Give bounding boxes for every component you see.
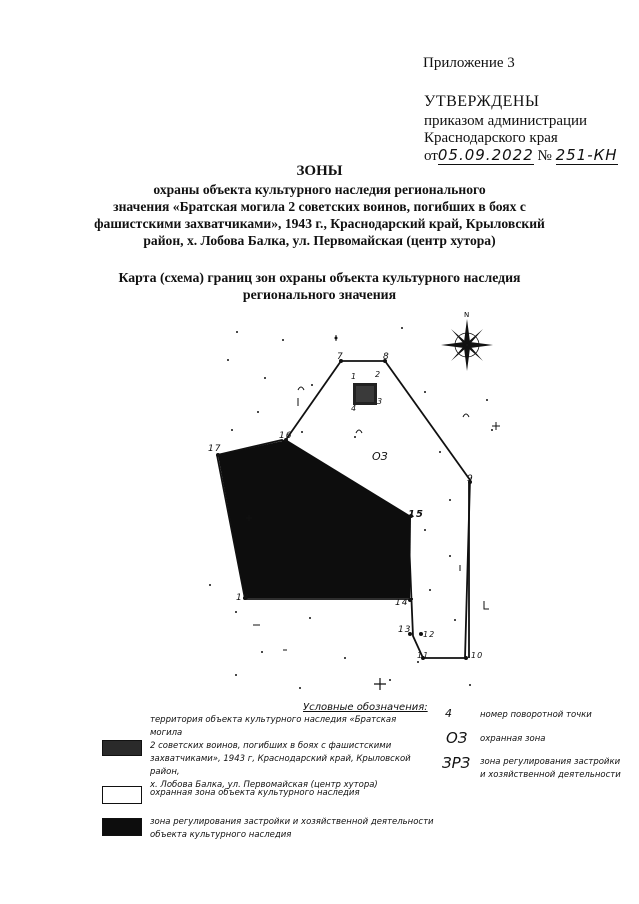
legend-swatch-protection [102,786,142,804]
legend-zrz-line-2: и хозяйственной деятельности [480,770,621,780]
legend-territory-line-4: х. Лобова Балка, ул. Первомайская (центр хутора) [150,780,378,790]
legend-territory-line-1: территория объекта культурного наследия «Братская могила [150,715,397,738]
point-label-2: 2 [375,370,382,379]
point-label-17: 17 [208,444,222,454]
point-label-9: 9 [467,474,474,484]
regulation-zone [218,440,411,598]
point-label-18: 18 [236,593,250,603]
legend-item-protection: охранная зона объекта культурного наследия [150,788,360,798]
legend-symbol-point: 4 [445,707,452,720]
legend-territory-line-3: захватчиками», 1943 г, Краснодарский край, Крыловской район, [150,754,411,777]
title-line-1: охраны объекта культурного наследия регионального [153,182,486,197]
title-line-4: район, х. Лобова Балка, ул. Первомайская (центр хутора) [143,233,496,248]
point-label-4: 4 [351,404,358,413]
legend-regulation-line-2: объекта культурного наследия [150,830,292,840]
legend-item-territory [150,714,430,792]
appendix-label: Приложение 3 [423,55,515,71]
legend-text-zrz [480,756,621,782]
legend-zrz-line-1: зона регулирования застройки [480,757,621,767]
point-label-8: 8 [383,352,390,362]
legend-text-point: номер поворотной точки [480,710,592,720]
point-label-1: 1 [351,372,358,381]
point-label-3: 3 [377,397,384,406]
legend-swatch-territory [102,740,142,756]
order-line-1: приказом администрации [424,113,588,129]
map-caption-line-2: регионального значения [242,287,397,302]
point-label-14: 14 [395,598,409,608]
approved-heading: УТВЕРЖДЕНЫ [424,93,540,110]
legend-symbol-oz: ОЗ [446,729,468,747]
number-prefix: № [537,148,552,164]
legend-territory-line-2: 2 советских воинов, погибших в боях с фашистскими [150,741,392,751]
order-date: 05.09.2022 [437,146,534,164]
order-line-2: Краснодарского края [424,130,558,146]
legend-regulation-line-1: зона регулирования застройки и хозяйственной деятельности [150,817,434,827]
document-heading: ЗОНЫ [296,163,343,179]
legend-swatch-regulation [102,818,142,836]
point-label-15: 15 [408,509,424,520]
point-label-7: 7 [337,352,344,362]
legend-item-regulation [150,816,434,842]
zone-edge-7-16 [285,361,341,441]
order-number: 251-КН [555,146,618,164]
date-prefix: от [424,148,438,164]
svg-text:N: N [464,311,470,319]
north-arrow-icon [441,311,493,371]
map-caption-line-1: Карта (схема) границ зон охраны объекта культурного наследия [118,270,521,285]
legend-text-oz: охранная зона [480,734,546,744]
legend-title: Условные обозначения: [303,702,428,713]
point-label-11: 11 [417,651,430,660]
zone-label-oz: ОЗ [372,450,388,463]
title-line-3: фашистскими захватчиками», 1943 г., Краснодарский край, Крыловский [94,216,545,231]
point-label-12: 12 [423,630,436,639]
title-line-2: значения «Братская могила 2 советских воинов, погибших в боях с [113,199,526,214]
point-label-13: 13 [398,625,412,635]
legend-symbol-zrz: ЗРЗ [442,754,471,772]
point-label-16: 16 [279,431,293,441]
point-label-10: 10 [471,651,484,660]
